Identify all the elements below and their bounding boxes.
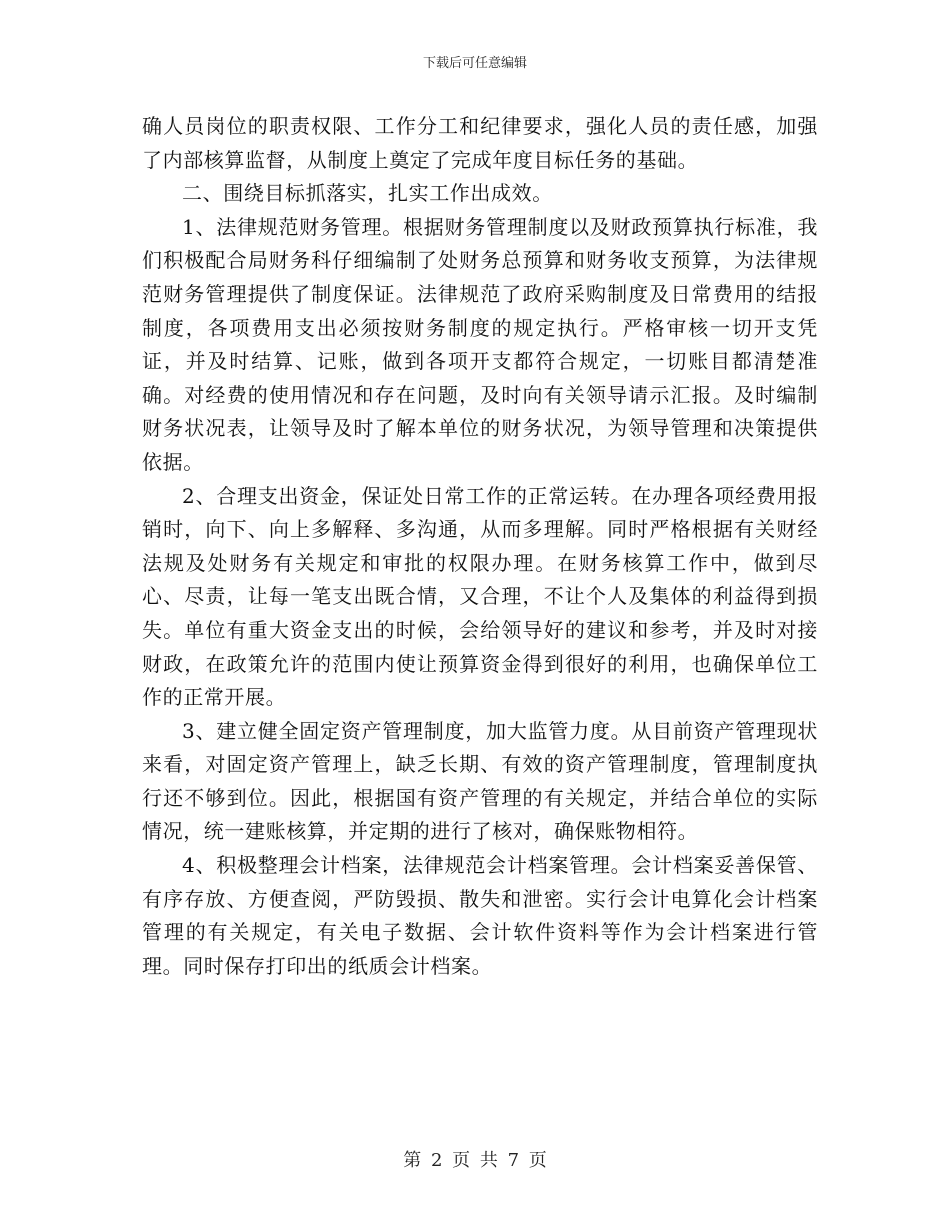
paragraph-item-4: 4、积极整理会计档案，法律规范会计档案管理。会计档案妥善保管、有序存放、方便查阅，严防毁损、散失和泄密。实行会计电算化会计档案管理的有关规定，有关电子数据、会计软件资料等作为会计档案进行管理。同时保存打印出的纸质会计档案。 [142, 853, 818, 978]
paragraph-item-1: 1、法律规范财务管理。根据财务管理制度以及财政预算执行标准，我们积极配合局财务科仔细编制了处财务总预算和财务收支预算，为法律规范财务管理提供了制度保证。法律规范了政府采购制度及日常费用的结报制度，各项费用支出必须按财务制度的规定执行。严格审核一切开支凭证，并及时结算、记账，做到各项开支都符合规定，一切账目都清楚准确。对经费的使用情况和存在问题，及时向有关领导请示汇报。及时编制财务状况表，让领导及时了解本单位的财务状况，为领导管理和决策提供依据。 [142, 214, 818, 474]
paragraph-item-3: 3、建立健全固定资产管理制度，加大监管力度。从目前资产管理现状来看，对固定资产管理上，缺乏长期、有效的资产管理制度，管理制度执行还不够到位。因此，根据国有资产管理的有关规定，并结合单位的实际情况，统一建账核算，并定期的进行了核对，确保账物相符。 [142, 718, 818, 844]
section-heading: 二、围绕目标抓落实，扎实工作出成效。 [182, 181, 553, 206]
paragraph-continuation: 确人员岗位的职责权限、工作分工和纪律要求，强化人员的责任感，加强了内部核算监督，从制度上奠定了完成年度目标任务的基础。 [142, 114, 818, 172]
paragraph-item-2: 2、合理支出资金，保证处日常工作的正常运转。在办理各项经费用报销时，向下、向上多解释、多沟通，从而多理解。同时严格根据有关财经法规及处财务有关规定和审批的权限办理。在财务核算工作中，做到尽心、尽责，让每一笔支出既合情，又合理，不让个人及集体的利益得到损失。单位有重大资金支出的时候，会给领导好的建议和参考，并及时对接财政，在政策允许的范围内使让预算资金得到很好的利用，也确保单位工作的正常开展。 [142, 483, 818, 710]
document-body [142, 110, 818, 983]
page-number-footer: 第 2 页 共 7 页 [403, 1150, 547, 1171]
page-header: 下载后可任意编辑 [422, 56, 527, 71]
